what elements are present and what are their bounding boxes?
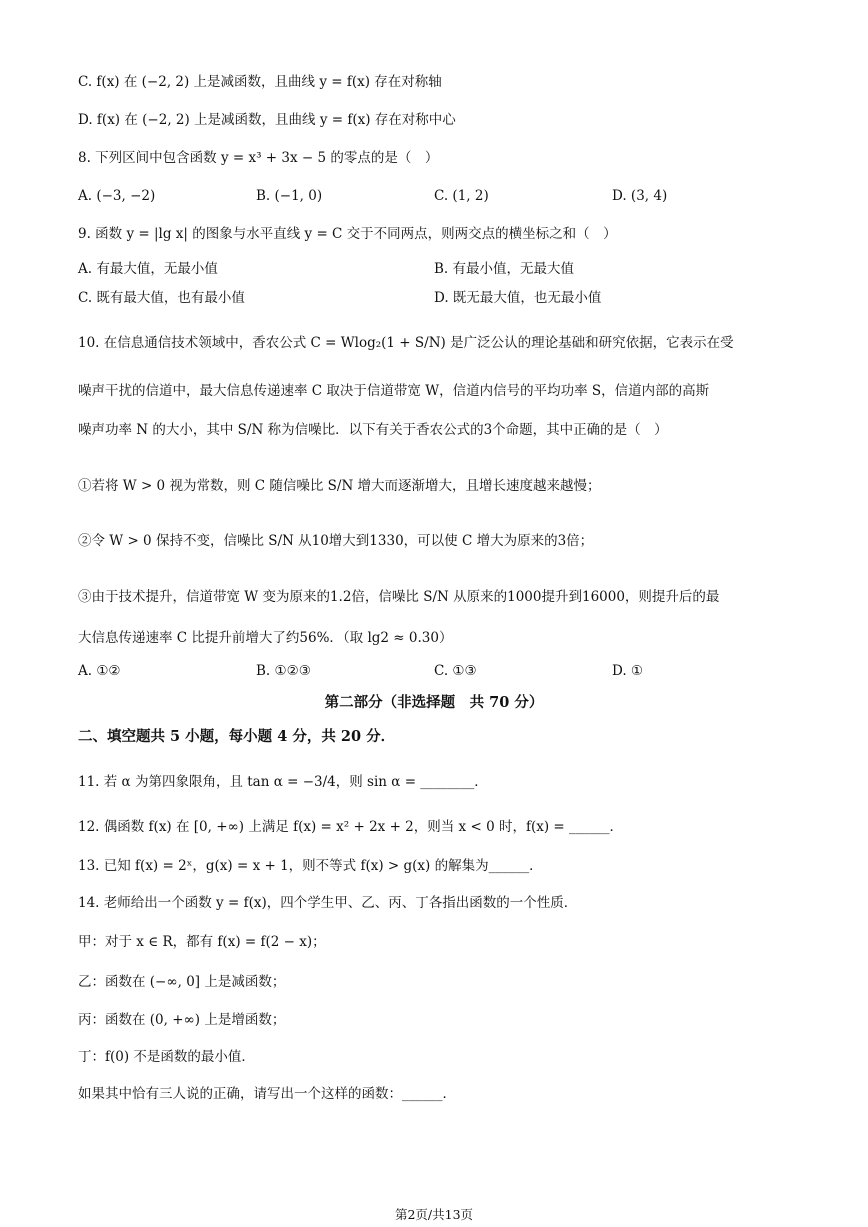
question-10-line-1: 10. 在信息通信技术领域中，香农公式 C = Wlog₂(1 + S/N) 是广泛公认的理论基础和研究依据，它表示在受 xyxy=(78,335,734,351)
q7-option-c: C. f(x) 在 (−2, 2) 上是减函数，且曲线 y = f(x) 存在对称轴 xyxy=(78,74,442,90)
q10-option-a: A. ①② xyxy=(78,663,121,679)
q9-option-c: C. 既有最大值，也有最小值 xyxy=(78,290,245,306)
part-two-heading: 第二部分（非选择题 共 70 分） xyxy=(324,694,544,711)
q8-option-d: D. (3, 4) xyxy=(612,188,668,204)
question-10-line-2: 噪声干扰的信道中，最大信息传递速率 C 取决于信道带宽 W，信道内信号的平均功率 S，信道内部的高斯 xyxy=(78,383,710,399)
q8-option-a: A. (−3, −2) xyxy=(78,188,156,204)
q10-statement-2: ②令 W > 0 保持不变，信噪比 S/N 从10增大到1330，可以使 C 增大为原来的3倍； xyxy=(78,533,594,549)
q10-option-d: D. ① xyxy=(612,663,644,679)
q9-option-a: A. 有最大值，无最小值 xyxy=(78,261,218,277)
q14-prompt: 如果其中恰有三人说的正确，请写出一个这样的函数：______． xyxy=(78,1086,456,1102)
question-10-line-3: 噪声功率 N 的大小，其中 S/N 称为信噪比．以下有关于香农公式的3个命题，其中正确的是（ ） xyxy=(78,422,668,438)
page-footer: 第2页/共13页 xyxy=(394,1207,474,1222)
q10-statement-3-line-1: ③由于技术提升，信道带宽 W 变为原来的1.2倍，信噪比 S/N 从原来的1000提升到16000，则提升后的最 xyxy=(78,589,720,605)
q10-option-b: B. ①②③ xyxy=(256,663,311,679)
question-9: 9. 函数 y = |lg x| 的图象与水平直线 y = C 交于不同两点，则两交点的横坐标之和（ ） xyxy=(78,226,617,242)
q8-option-c: C. (1, 2) xyxy=(434,188,489,204)
q14-student-ding: 丁：f(0) 不是函数的最小值． xyxy=(78,1049,255,1065)
q10-statement-1: ①若将 W > 0 视为常数，则 C 随信噪比 S/N 增大而逐渐增大，且增长速度越来越慢； xyxy=(78,478,601,494)
q9-option-d: D. 既无最大值，也无最小值 xyxy=(434,290,602,306)
question-8: 8. 下列区间中包含函数 y = x³ + 3x − 5 的零点的是（ ） xyxy=(78,150,439,166)
q14-student-jia: 甲：对于 x ∈ R，都有 f(x) = f(2 − x)； xyxy=(78,934,326,950)
q14-student-bing: 丙：函数在 (0, +∞) 上是增函数； xyxy=(78,1012,286,1028)
q14-student-yi: 乙：函数在 (−∞, 0] 上是减函数； xyxy=(78,974,286,990)
question-12: 12. 偶函数 f(x) 在 [0, +∞) 上满足 f(x) = x² + 2x + 2，则当 x < 0 时，f(x) = ______． xyxy=(78,819,623,835)
q9-option-b: B. 有最小值，无最大值 xyxy=(434,261,575,277)
q8-option-b: B. (−1, 0) xyxy=(256,188,323,204)
question-13: 13. 已知 f(x) = 2ˣ，g(x) = x + 1，则不等式 f(x) > g(x) 的解集为______． xyxy=(78,858,543,874)
q10-option-c: C. ①③ xyxy=(434,663,477,679)
question-14: 14. 老师给出一个函数 y = f(x)，四个学生甲、乙、丙、丁各指出函数的一个性质． xyxy=(78,895,578,911)
q7-option-d: D. f(x) 在 (−2, 2) 上是减函数，且曲线 y = f(x) 存在对称中心 xyxy=(78,112,456,128)
fill-in-section-heading: 二、填空题共 5 小题，每小题 4 分，共 20 分． xyxy=(78,728,396,745)
q10-statement-3-line-2: 大信息传递速率 C 比提升前增大了约56%．（取 lg2 ≈ 0.30） xyxy=(78,630,453,646)
question-11: 11. 若 α 为第四象限角，且 tan α = −3/4，则 sin α = ________． xyxy=(78,774,488,790)
